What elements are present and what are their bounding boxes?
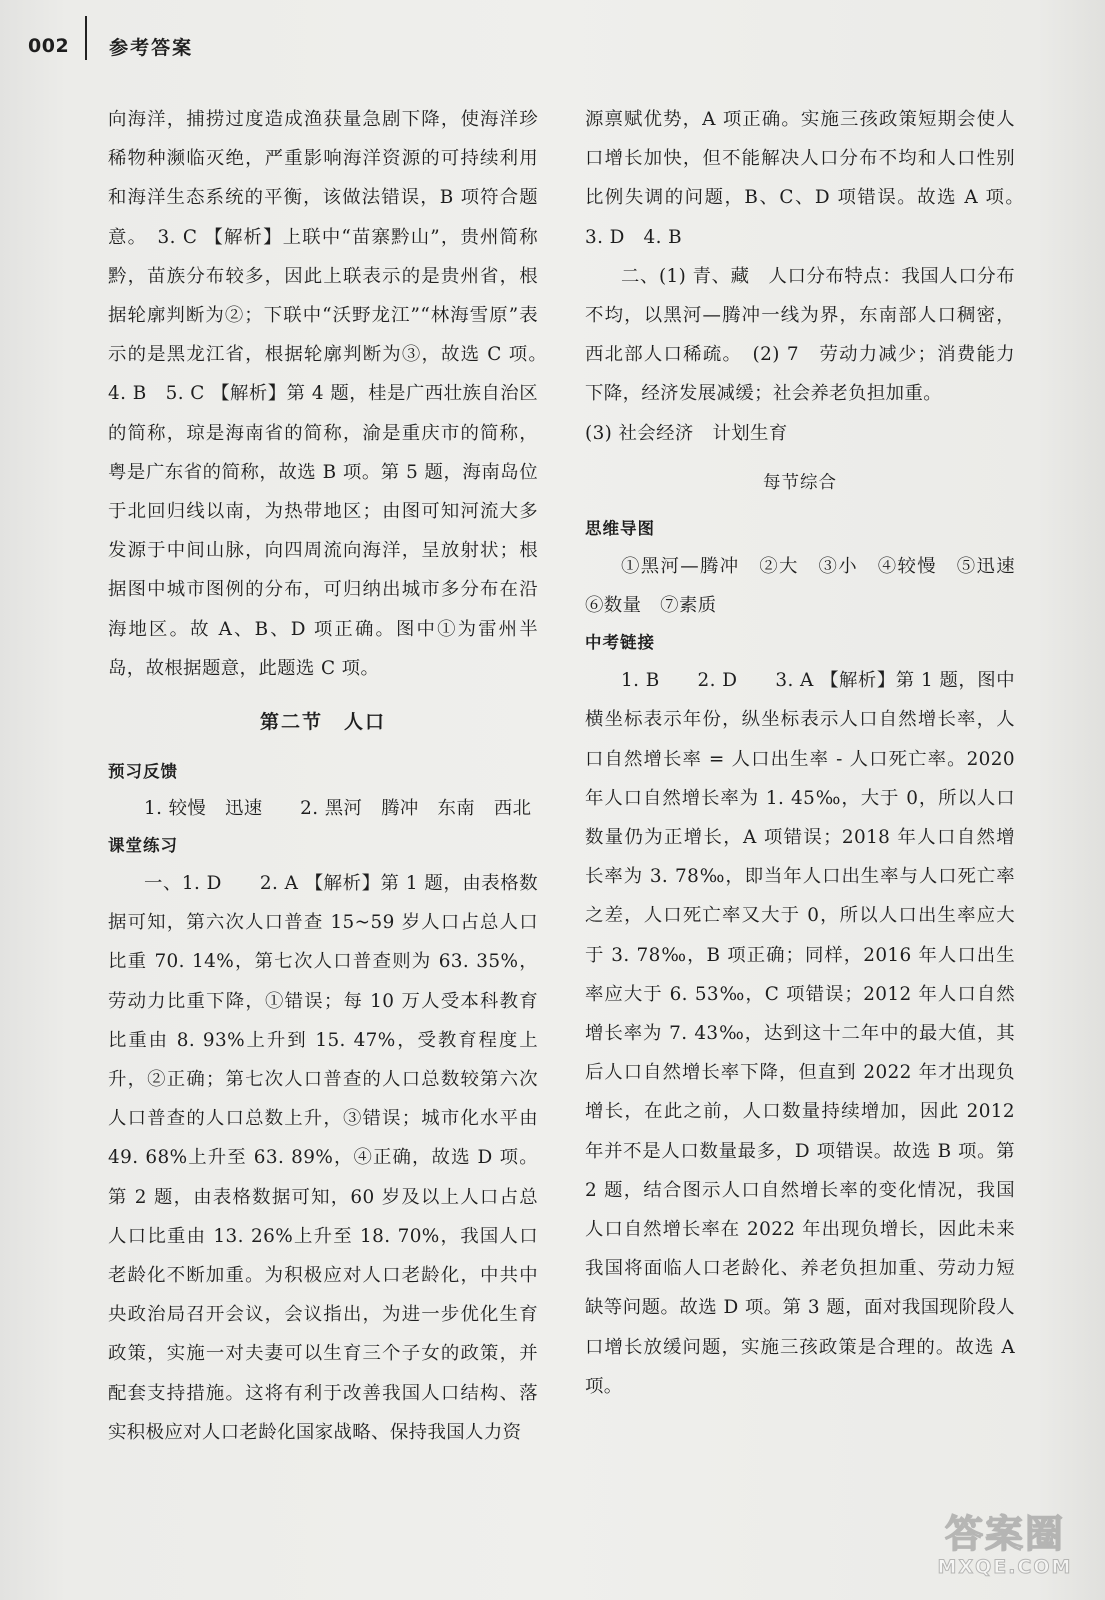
answer-paragraph: 1. B 2. D 3. A 【解析】第 1 题，图中横坐标表示年份，纵坐标表示人口自然增长率，人口自然增长率 = 人口出生率 - 人口死亡率。2020 年人口自然增长率为 1. 45‰，大于 0，所以人口数量仍为正增长，A 项错误；2018 年人口自然增长率为 3. 78‰，即当年人口出生率与人口死亡率之差，人口死亡率又大于 0，所以人口出生率应大于 3. 78‰，B 项正确；同样，2016 年人口出生率应大于 6. 53‰，C 项错误；2012 年人口自然增长率为 7. 43‰，达到这十二年中的最大值，其后人口自然增长率下降，但直到 2022 年才出现负增长，在此之前，人口数量持续增加，因此 2012 年并不是人口数量最多，D 项错误。故选 B 项。第 2 题，结合图示人口自然增长率的变化情况，我国人口自然增长率在 2022 年出现负增长，因此未来我国将面临人口老龄化、养老负担加重、劳动力短缺等问题。故选 D 项。第 3 题，面对我国现阶段人口增长放缓问题，实施三孩政策是合理的。故选 A 项。 [585,670,1015,1397]
answer-paragraph: ①黑河—腾冲 ②大 ③小 ④较慢 ⑤迅速 ⑥数量 ⑦素质 [585,555,1034,617]
answer-line: 1. 较慢 迅速 2. 黑河 腾冲 东南 西北 [144,798,532,820]
watermark-logo [925,1508,1085,1582]
answer-paragraph: 向海洋，捕捞过度造成渔获量急剧下降，使海洋珍稀物种濒临灭绝，严重影响海洋资源的可持续利用和海洋生态系统的平衡，该做法错误，B 项符合题意。 3. C 【解析】上联中“苗寨黔山”，贵州简称黔，苗族分布较多，因此上联表示的是贵州省，根据轮廓判断为②；下联中“沃野龙江”“林海雪原”表示的是黑龙江省，根据轮廓判断为③，故选 C 项。 4. B 5. C 【解析】第 4 题，桂是广西壮族自治区的简称，琼是海南省的简称，渝是重庆市的简称，粤是广东省的简称，故选 B 项。第 5 题，海南岛位于北回归线以南，为热带地区；由图可知河流大多发源于中间山脉，向四周流向海洋，呈放射状；根据图中城市图例的分布，可归纳出城市多分布在沿海地区。故 A、B、D 项正确。图中①为雷州半岛，故根据题意，此题选 C 项。 [108,109,557,679]
subsection-heading: 思维导图 [585,518,655,538]
subsection-heading: 中考链接 [585,633,655,653]
subsection-heading: 预习反馈 [108,762,178,782]
subsection-heading: 课堂练习 [108,836,178,856]
answer-paragraph: (3) 社会经济 计划生育 [585,422,788,444]
header-divider [85,16,87,60]
watermark-logo-text: 答案圈 [944,1512,1065,1556]
left-column [108,100,557,1452]
page-header [28,28,193,64]
answer-paragraph: 源禀赋优势，A 项正确。实施三孩政策短期会使人口增长加快，但不能解决人口分布不均和人口性别比例失调的问题，B、C、D 项错误。故选 A 项。 3. D 4. B [585,109,1034,248]
answer-paragraph: 二、(1) 青、藏 人口分布特点：我国人口分布不均，以黑河—腾冲一线为界，东南部人口稠密，西北部人口稀疏。 (2) 7 劳动力减少；消费能力下降，经济发展减缓；社会养老负担加重。 [585,265,1015,405]
answer-paragraph: 一、1. D 2. A 【解析】第 1 题，由表格数据可知，第六次人口普查 15~59 岁人口占总人口比重 70. 14%，第七次人口普查则为 63. 35%，劳动力比重下降，①错误；每 10 万人受本科教育比重由 8. 93%上升到 15. 47%，受教育程度上升，②正确；第七次人口普查的人口总数较第六次人口普查的人口总数上升，③错误；城市化水平由 49. 68%上升至 63. 89%，④正确，故选 D 项。第 2 题，由表格数据可知，60 岁及以上人口占总人口比重由 13. 26%上升至 18. 70%，我国人口老龄化不断加重。为积极应对人口老龄化，中共中央政治局召开会议，会议指出，为进一步优化生育政策，实施一对夫妻可以生育三个子女的政策，并配套支持措施。这将有利于改善我国人口结构、落实积极应对人口老龄化国家战略、保持我国人力资 [108,873,538,1443]
watermark-url: MXQE.COM [937,1556,1073,1578]
right-column [585,100,1034,1406]
page-number: 002 [28,35,70,57]
section-title: 第二节 人口 [259,711,386,734]
section-title: 每节综合 [763,472,837,493]
header-title: 参考答案 [109,36,194,59]
